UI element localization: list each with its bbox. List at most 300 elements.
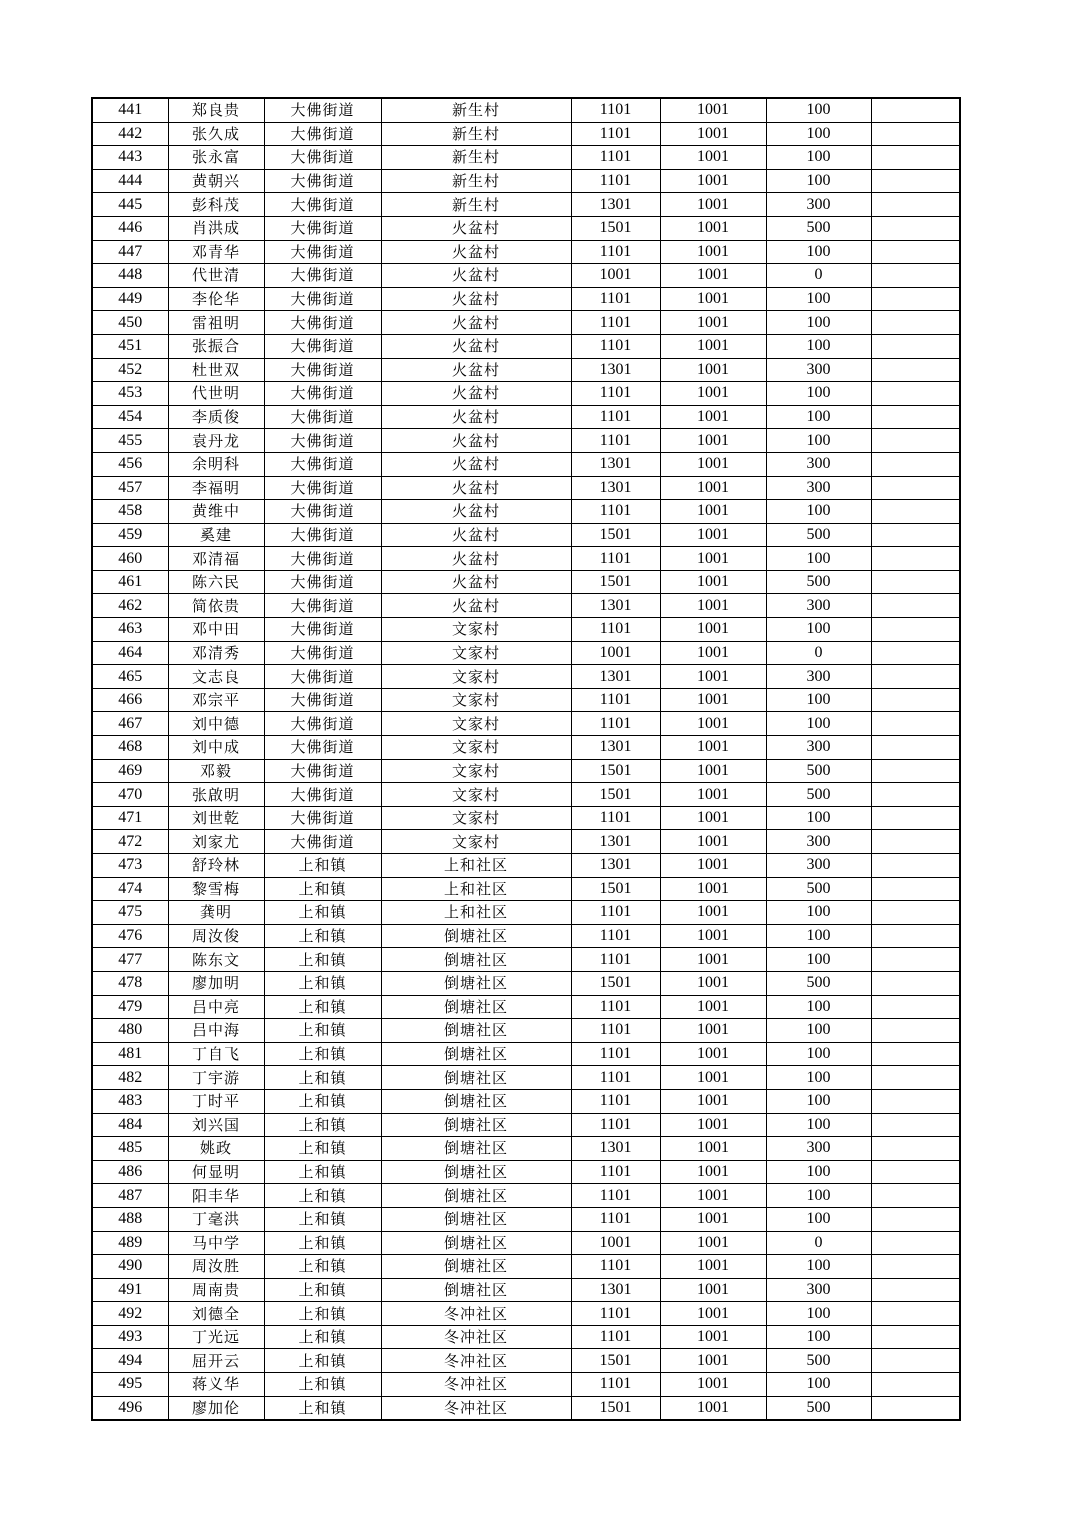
street-cell: 大佛街道 — [264, 594, 381, 618]
code-b-cell: 1001 — [660, 1160, 766, 1184]
row-number-cell: 460 — [92, 547, 168, 571]
street-cell: 大佛街道 — [264, 806, 381, 830]
table-row — [92, 736, 960, 760]
amount-cell: 100 — [766, 995, 871, 1019]
street-cell: 大佛街道 — [264, 122, 381, 146]
village-cell: 火盆村 — [381, 240, 571, 264]
amount-cell: 300 — [766, 830, 871, 854]
table-body — [92, 98, 960, 1420]
amount-cell: 500 — [766, 1396, 871, 1420]
village-cell: 文家村 — [381, 665, 571, 689]
row-number-cell: 478 — [92, 971, 168, 995]
code-b-cell: 1001 — [660, 146, 766, 170]
name-cell: 丁光远 — [168, 1325, 264, 1349]
remark-cell — [871, 665, 960, 689]
street-cell: 大佛街道 — [264, 665, 381, 689]
row-number-cell: 486 — [92, 1160, 168, 1184]
village-cell: 上和社区 — [381, 854, 571, 878]
village-cell: 冬冲社区 — [381, 1302, 571, 1326]
street-cell: 大佛街道 — [264, 146, 381, 170]
village-cell: 文家村 — [381, 830, 571, 854]
village-cell: 冬冲社区 — [381, 1349, 571, 1373]
street-cell: 大佛街道 — [264, 169, 381, 193]
street-cell: 上和镇 — [264, 1137, 381, 1161]
row-number-cell: 468 — [92, 736, 168, 760]
village-cell: 文家村 — [381, 688, 571, 712]
street-cell: 大佛街道 — [264, 618, 381, 642]
amount-cell: 100 — [766, 311, 871, 335]
name-cell: 刘兴国 — [168, 1113, 264, 1137]
table-row — [92, 854, 960, 878]
row-number-cell: 442 — [92, 122, 168, 146]
village-cell: 火盆村 — [381, 358, 571, 382]
amount-cell: 300 — [766, 476, 871, 500]
table-row — [92, 971, 960, 995]
name-cell: 文志良 — [168, 665, 264, 689]
remark-cell — [871, 1302, 960, 1326]
name-cell: 刘家尤 — [168, 830, 264, 854]
village-cell: 火盆村 — [381, 311, 571, 335]
street-cell: 上和镇 — [264, 1184, 381, 1208]
row-number-cell: 480 — [92, 1019, 168, 1043]
street-cell: 大佛街道 — [264, 429, 381, 453]
code-a-cell: 1301 — [571, 854, 660, 878]
code-b-cell: 1001 — [660, 1255, 766, 1279]
name-cell: 邓青华 — [168, 240, 264, 264]
name-cell: 周汝胜 — [168, 1255, 264, 1279]
remark-cell — [871, 1066, 960, 1090]
code-a-cell: 1101 — [571, 1207, 660, 1231]
street-cell: 上和镇 — [264, 1325, 381, 1349]
remark-cell — [871, 146, 960, 170]
street-cell: 大佛街道 — [264, 405, 381, 429]
village-cell: 火盆村 — [381, 382, 571, 406]
code-a-cell: 1101 — [571, 1160, 660, 1184]
village-cell: 上和社区 — [381, 901, 571, 925]
remark-cell — [871, 1160, 960, 1184]
remark-cell — [871, 287, 960, 311]
code-b-cell: 1001 — [660, 688, 766, 712]
row-number-cell: 465 — [92, 665, 168, 689]
name-cell: 郑良贵 — [168, 98, 264, 122]
village-cell: 倒塘社区 — [381, 1089, 571, 1113]
amount-cell: 100 — [766, 1302, 871, 1326]
street-cell: 大佛街道 — [264, 570, 381, 594]
name-cell: 廖加伦 — [168, 1396, 264, 1420]
remark-cell — [871, 547, 960, 571]
code-b-cell: 1001 — [660, 830, 766, 854]
remark-cell — [871, 971, 960, 995]
street-cell: 上和镇 — [264, 1019, 381, 1043]
name-cell: 舒玲林 — [168, 854, 264, 878]
amount-cell: 300 — [766, 736, 871, 760]
street-cell: 上和镇 — [264, 1302, 381, 1326]
row-number-cell: 457 — [92, 476, 168, 500]
code-b-cell: 1001 — [660, 500, 766, 524]
table-row — [92, 169, 960, 193]
row-number-cell: 452 — [92, 358, 168, 382]
code-b-cell: 1001 — [660, 665, 766, 689]
row-number-cell: 449 — [92, 287, 168, 311]
remark-cell — [871, 783, 960, 807]
amount-cell: 100 — [766, 500, 871, 524]
amount-cell: 100 — [766, 901, 871, 925]
village-cell: 倒塘社区 — [381, 1066, 571, 1090]
remark-cell — [871, 948, 960, 972]
amount-cell: 500 — [766, 971, 871, 995]
row-number-cell: 495 — [92, 1373, 168, 1397]
row-number-cell: 461 — [92, 570, 168, 594]
amount-cell: 300 — [766, 1137, 871, 1161]
name-cell: 杜世双 — [168, 358, 264, 382]
street-cell: 上和镇 — [264, 924, 381, 948]
amount-cell: 100 — [766, 169, 871, 193]
code-a-cell: 1501 — [571, 1396, 660, 1420]
row-number-cell: 489 — [92, 1231, 168, 1255]
row-number-cell: 447 — [92, 240, 168, 264]
remark-cell — [871, 1396, 960, 1420]
code-b-cell: 1001 — [660, 877, 766, 901]
remark-cell — [871, 1042, 960, 1066]
name-cell: 丁时平 — [168, 1089, 264, 1113]
table-row — [92, 311, 960, 335]
code-a-cell: 1501 — [571, 783, 660, 807]
code-a-cell: 1101 — [571, 688, 660, 712]
remark-cell — [871, 1325, 960, 1349]
row-number-cell: 459 — [92, 523, 168, 547]
code-b-cell: 1001 — [660, 240, 766, 264]
code-a-cell: 1301 — [571, 452, 660, 476]
row-number-cell: 476 — [92, 924, 168, 948]
name-cell: 奚建 — [168, 523, 264, 547]
row-number-cell: 462 — [92, 594, 168, 618]
remark-cell — [871, 1373, 960, 1397]
row-number-cell: 451 — [92, 334, 168, 358]
street-cell: 上和镇 — [264, 1207, 381, 1231]
code-b-cell: 1001 — [660, 1231, 766, 1255]
name-cell: 张啟明 — [168, 783, 264, 807]
street-cell: 大佛街道 — [264, 712, 381, 736]
code-b-cell: 1001 — [660, 429, 766, 453]
row-number-cell: 483 — [92, 1089, 168, 1113]
name-cell: 丁毫洪 — [168, 1207, 264, 1231]
table-row — [92, 264, 960, 288]
code-a-cell: 1101 — [571, 169, 660, 193]
code-b-cell: 1001 — [660, 122, 766, 146]
street-cell: 大佛街道 — [264, 523, 381, 547]
code-a-cell: 1501 — [571, 570, 660, 594]
row-number-cell: 446 — [92, 216, 168, 240]
amount-cell: 100 — [766, 405, 871, 429]
code-a-cell: 1501 — [571, 523, 660, 547]
table-row — [92, 1231, 960, 1255]
remark-cell — [871, 901, 960, 925]
remark-cell — [871, 169, 960, 193]
village-cell: 倒塘社区 — [381, 1278, 571, 1302]
code-a-cell: 1101 — [571, 429, 660, 453]
table-row — [92, 1019, 960, 1043]
amount-cell: 100 — [766, 287, 871, 311]
table-row — [92, 358, 960, 382]
code-b-cell: 1001 — [660, 382, 766, 406]
street-cell: 大佛街道 — [264, 193, 381, 217]
row-number-cell: 445 — [92, 193, 168, 217]
amount-cell: 100 — [766, 334, 871, 358]
amount-cell: 100 — [766, 98, 871, 122]
code-b-cell: 1001 — [660, 1349, 766, 1373]
village-cell: 火盆村 — [381, 594, 571, 618]
village-cell: 冬冲社区 — [381, 1396, 571, 1420]
table-row — [92, 641, 960, 665]
village-cell: 文家村 — [381, 736, 571, 760]
remark-cell — [871, 358, 960, 382]
row-number-cell: 444 — [92, 169, 168, 193]
amount-cell: 500 — [766, 523, 871, 547]
village-cell: 火盆村 — [381, 287, 571, 311]
code-a-cell: 1101 — [571, 901, 660, 925]
name-cell: 刘中成 — [168, 736, 264, 760]
code-b-cell: 1001 — [660, 547, 766, 571]
remark-cell — [871, 523, 960, 547]
amount-cell: 300 — [766, 594, 871, 618]
table-row — [92, 216, 960, 240]
code-b-cell: 1001 — [660, 452, 766, 476]
street-cell: 上和镇 — [264, 1396, 381, 1420]
street-cell: 上和镇 — [264, 854, 381, 878]
name-cell: 李伦华 — [168, 287, 264, 311]
table-row — [92, 476, 960, 500]
code-b-cell: 1001 — [660, 1207, 766, 1231]
code-b-cell: 1001 — [660, 1396, 766, 1420]
code-b-cell: 1001 — [660, 1066, 766, 1090]
name-cell: 肖洪成 — [168, 216, 264, 240]
village-cell: 新生村 — [381, 122, 571, 146]
table-row — [92, 570, 960, 594]
code-a-cell: 1501 — [571, 877, 660, 901]
amount-cell: 300 — [766, 1278, 871, 1302]
code-b-cell: 1001 — [660, 1302, 766, 1326]
row-number-cell: 454 — [92, 405, 168, 429]
code-a-cell: 1101 — [571, 1325, 660, 1349]
amount-cell: 100 — [766, 1089, 871, 1113]
code-a-cell: 1101 — [571, 948, 660, 972]
code-a-cell: 1501 — [571, 971, 660, 995]
village-cell: 倒塘社区 — [381, 1160, 571, 1184]
table-row — [92, 901, 960, 925]
name-cell: 黄维中 — [168, 500, 264, 524]
code-a-cell: 1301 — [571, 193, 660, 217]
amount-cell: 500 — [766, 216, 871, 240]
code-a-cell: 1101 — [571, 98, 660, 122]
code-a-cell: 1001 — [571, 1231, 660, 1255]
remark-cell — [871, 570, 960, 594]
remark-cell — [871, 1278, 960, 1302]
code-a-cell: 1101 — [571, 1042, 660, 1066]
remark-cell — [871, 806, 960, 830]
code-a-cell: 1101 — [571, 1113, 660, 1137]
code-a-cell: 1501 — [571, 759, 660, 783]
street-cell: 大佛街道 — [264, 311, 381, 335]
remark-cell — [871, 924, 960, 948]
amount-cell: 0 — [766, 641, 871, 665]
code-a-cell: 1101 — [571, 547, 660, 571]
code-b-cell: 1001 — [660, 971, 766, 995]
row-number-cell: 474 — [92, 877, 168, 901]
code-a-cell: 1101 — [571, 311, 660, 335]
name-cell: 何显明 — [168, 1160, 264, 1184]
amount-cell: 100 — [766, 618, 871, 642]
code-b-cell: 1001 — [660, 405, 766, 429]
name-cell: 张振合 — [168, 334, 264, 358]
amount-cell: 100 — [766, 429, 871, 453]
remark-cell — [871, 476, 960, 500]
code-a-cell: 1301 — [571, 594, 660, 618]
name-cell: 袁丹龙 — [168, 429, 264, 453]
row-number-cell: 469 — [92, 759, 168, 783]
code-b-cell: 1001 — [660, 618, 766, 642]
amount-cell: 100 — [766, 1042, 871, 1066]
code-a-cell: 1001 — [571, 641, 660, 665]
amount-cell: 100 — [766, 547, 871, 571]
name-cell: 陈六民 — [168, 570, 264, 594]
street-cell: 大佛街道 — [264, 736, 381, 760]
name-cell: 黄朝兴 — [168, 169, 264, 193]
code-a-cell: 1101 — [571, 1255, 660, 1279]
row-number-cell: 493 — [92, 1325, 168, 1349]
code-b-cell: 1001 — [660, 193, 766, 217]
table-row — [92, 146, 960, 170]
remark-cell — [871, 759, 960, 783]
code-b-cell: 1001 — [660, 476, 766, 500]
code-b-cell: 1001 — [660, 287, 766, 311]
street-cell: 大佛街道 — [264, 452, 381, 476]
table-row — [92, 287, 960, 311]
table-row — [92, 193, 960, 217]
table-row — [92, 429, 960, 453]
row-number-cell: 470 — [92, 783, 168, 807]
remark-cell — [871, 429, 960, 453]
village-cell: 火盆村 — [381, 500, 571, 524]
table-row — [92, 523, 960, 547]
amount-cell: 0 — [766, 1231, 871, 1255]
table-row — [92, 500, 960, 524]
code-b-cell: 1001 — [660, 98, 766, 122]
code-b-cell: 1001 — [660, 1089, 766, 1113]
village-cell: 倒塘社区 — [381, 1137, 571, 1161]
village-cell: 火盆村 — [381, 264, 571, 288]
village-cell: 倒塘社区 — [381, 1207, 571, 1231]
table-row — [92, 688, 960, 712]
village-cell: 火盆村 — [381, 452, 571, 476]
name-cell: 黎雪梅 — [168, 877, 264, 901]
table-row — [92, 405, 960, 429]
code-b-cell: 1001 — [660, 169, 766, 193]
table-row — [92, 783, 960, 807]
code-a-cell: 1301 — [571, 476, 660, 500]
data-table — [91, 97, 961, 1421]
village-cell: 倒塘社区 — [381, 1184, 571, 1208]
amount-cell: 500 — [766, 783, 871, 807]
table-row — [92, 547, 960, 571]
row-number-cell: 467 — [92, 712, 168, 736]
amount-cell: 100 — [766, 1255, 871, 1279]
amount-cell: 500 — [766, 1349, 871, 1373]
row-number-cell: 481 — [92, 1042, 168, 1066]
remark-cell — [871, 334, 960, 358]
table-row — [92, 618, 960, 642]
code-b-cell: 1001 — [660, 1325, 766, 1349]
table-row — [92, 877, 960, 901]
code-a-cell: 1101 — [571, 287, 660, 311]
village-cell: 冬冲社区 — [381, 1373, 571, 1397]
street-cell: 上和镇 — [264, 1089, 381, 1113]
street-cell: 上和镇 — [264, 948, 381, 972]
row-number-cell: 456 — [92, 452, 168, 476]
code-b-cell: 1001 — [660, 1278, 766, 1302]
remark-cell — [871, 877, 960, 901]
street-cell: 大佛街道 — [264, 382, 381, 406]
table-row — [92, 1325, 960, 1349]
table-row — [92, 1349, 960, 1373]
remark-cell — [871, 1255, 960, 1279]
remark-cell — [871, 1089, 960, 1113]
name-cell: 彭科茂 — [168, 193, 264, 217]
amount-cell: 300 — [766, 358, 871, 382]
village-cell: 倒塘社区 — [381, 1231, 571, 1255]
code-a-cell: 1301 — [571, 830, 660, 854]
table-row — [92, 948, 960, 972]
street-cell: 大佛街道 — [264, 98, 381, 122]
name-cell: 张久成 — [168, 122, 264, 146]
code-b-cell: 1001 — [660, 1113, 766, 1137]
code-a-cell: 1501 — [571, 1349, 660, 1373]
name-cell: 龚明 — [168, 901, 264, 925]
table-row — [92, 830, 960, 854]
code-a-cell: 1301 — [571, 1278, 660, 1302]
row-number-cell: 455 — [92, 429, 168, 453]
table-row — [92, 1396, 960, 1420]
name-cell: 邓清秀 — [168, 641, 264, 665]
street-cell: 上和镇 — [264, 1113, 381, 1137]
code-a-cell: 1101 — [571, 1302, 660, 1326]
amount-cell: 300 — [766, 665, 871, 689]
remark-cell — [871, 240, 960, 264]
name-cell: 周南贵 — [168, 1278, 264, 1302]
row-number-cell: 479 — [92, 995, 168, 1019]
village-cell: 倒塘社区 — [381, 1019, 571, 1043]
row-number-cell: 494 — [92, 1349, 168, 1373]
row-number-cell: 472 — [92, 830, 168, 854]
street-cell: 大佛街道 — [264, 240, 381, 264]
code-a-cell: 1101 — [571, 995, 660, 1019]
code-b-cell: 1001 — [660, 1137, 766, 1161]
code-a-cell: 1101 — [571, 1089, 660, 1113]
row-number-cell: 492 — [92, 1302, 168, 1326]
remark-cell — [871, 216, 960, 240]
remark-cell — [871, 1113, 960, 1137]
table-row — [92, 98, 960, 122]
code-b-cell: 1001 — [660, 311, 766, 335]
name-cell: 吕中海 — [168, 1019, 264, 1043]
name-cell: 邓宗平 — [168, 688, 264, 712]
code-a-cell: 1101 — [571, 618, 660, 642]
village-cell: 文家村 — [381, 783, 571, 807]
name-cell: 廖加明 — [168, 971, 264, 995]
amount-cell: 0 — [766, 264, 871, 288]
street-cell: 大佛街道 — [264, 358, 381, 382]
amount-cell: 100 — [766, 1113, 871, 1137]
code-a-cell: 1501 — [571, 216, 660, 240]
